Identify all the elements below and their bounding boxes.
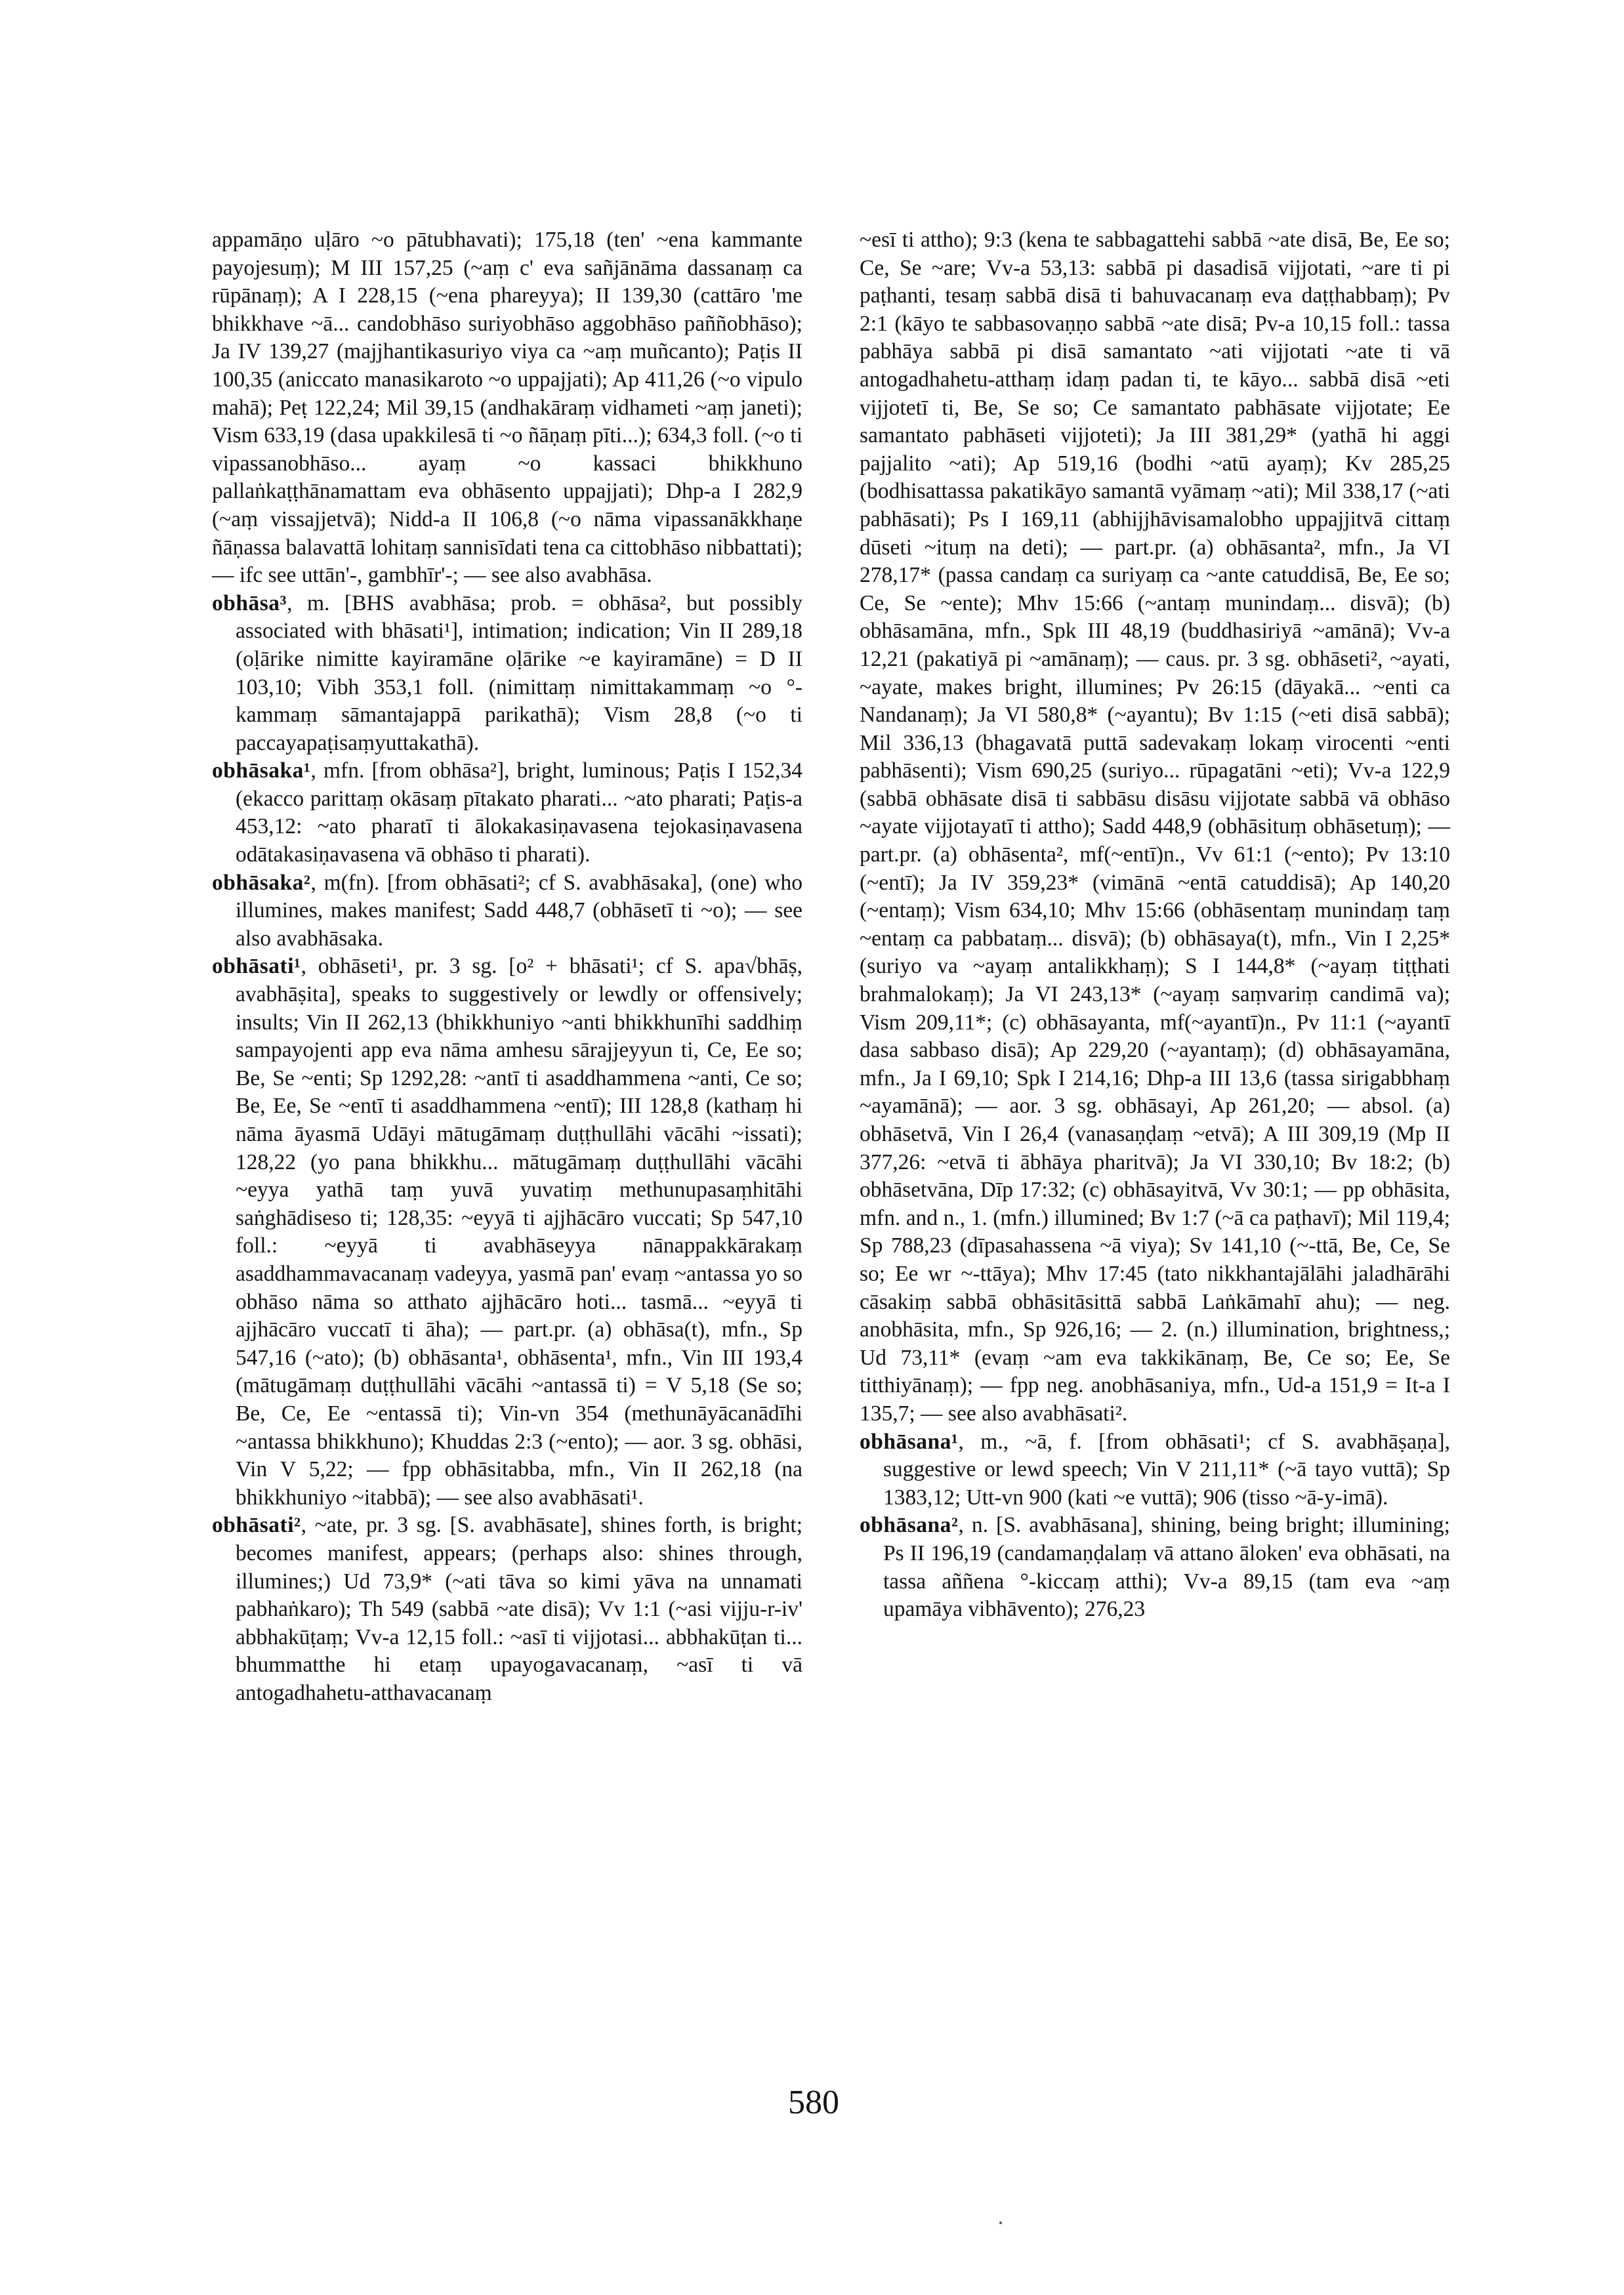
entry-body: ~esī ti attho); 9:3 (kena te sabbagattehi sabbā ~ate disā, Be, Ee so; Ce, Se ~are; Vv-a 53,13: sabbā pi dasadisā vijjotati, ~are ti pi paṭhanti, tesaṃ sabbā disā ti bahuvacanaṃ eva daṭṭhabbaṃ); Pv 2:1 (kāyo te sabbasovaṇṇo sabbā ~ate disā; Pv-a 10,15 foll.: tassa pabhāya sabbā pi disā samantato ~ati vijjotati ~ate ti vā antogadhahetu-atthaṃ idaṃ padan ti, te kāyo... sabbā disā ~eti vijjotetī ti, Be, Se so; Ce samantato pabhāsate vijjotate; Ee samantato pabhāseti vijjoteti); Ja III 381,29* (yathā hi aggi pajjalito ~ati); Ap 519,16 (bodhi ~atū ayaṃ); Kv 285,25 (bodhisattassa pakatikāyo samantā vyāmaṃ ~ati); Mil 338,17 (~ati pabhāsati); Ps I 169,11 (abhijjhāvisamalobho uppajjitvā cittaṃ dūseti ~ituṃ na deti); — part.pr. (a) obhāsanta², mfn., Ja VI 278,17* (passa candaṃ ca suriyaṃ ca ~ante catuddisā, Be, Ee so; Ce, Se ~ente); Mhv 15:66 (~antaṃ munindaṃ... disvā); (b) obhāsamāna, mfn., Spk III 48,19 (buddhasiriyā ~amānā); Vv-a 12,21 (pakatiyā pi ~amānaṃ); — caus. pr. 3 sg. obhāseti², ~ayati, ~ayate, makes bright, illumines; Pv 26:15 (dāyakā... ~enti ca Nandanaṃ); Ja VI 580,8* (~ayantu); Bv 1:15 (~eti disā sabbā); Mil 336,13 (bhagavatā puttā sadevakaṃ lokaṃ virocenti ~enti pabhāsenti); Vism 690,25 (suriyo... rūpagatāni ~eti); Vv-a 122,9 (sabbā obhāsate disā ti sabbāsu disāsu vijjotate sabbā vā obhāso ~ayate vijjotayatī ti attho); Sadd 448,9 (obhāsituṃ obhāsetuṃ); — part.pr. (a) obhāsenta², mf(~entī)n., Vv 61:1 (~ento); Pv 13:10 (~entī); Ja IV 359,23* (vimānā ~entā catuddisā); Ap 140,20 (~entaṃ); Vism 634,10; Mhv 15:66 (obhāsentaṃ munindaṃ taṃ ~entaṃ ca pabbataṃ... disvā); (b) obhāsaya(t), mfn., Vin I 2,25* (suriyo va ~ayaṃ antalikkhaṃ); S I 144,8* (~ayaṃ tiṭṭhati brahmalokaṃ); Ja VI 243,13* (~ayaṃ saṃvariṃ candimā va); Vism 209,11*; (c) obhāsayanta, mf(~ayantī)n., Pv 11:1 (~ayantī dasa sabbaso disā); Ap 229,20 (~ayantaṃ); (d) obhāsayamāna, mfn., Ja I 69,10; Spk I 214,16; Dhp-a III 13,6 (tassa sirigabbhaṃ ~ayamānā); — aor. 3 sg. obhāsayi, Ap 261,20; — absol. (a) obhāsetvā, Vin I 26,4 (vanasaṇḍaṃ ~etvā); A III 309,19 (Mp II 377,26: ~etvā ti ābhāya pharitvā); Ja VI 330,10; Bv 18:2; (b) obhāsetvāna, Dīp 17:32; (c) obhāsayitvā, Vv 30:1; — pp obhāsita, mfn. and n., 1. (mfn.) illumined; Bv 1:7 (~ā ca paṭhavī); Mil 119,4; Sp 788,23 (dīpasahassena ~ā viya); Sv 141,10 (~-ttā, Be, Ce, Se so; Ee wr ~-ttāya); Mhv 17:45 (tato nikkhantajālāhi jaladhārāhi cāsakiṃ sabbā obhāsitāsittā sabbā Laṅkāmahī ahu); — neg. anobhāsita, mfn., Sp 926,16; — 2. (n.) illumination, brightness,; Ud 73,11* (evaṃ ~am eva takkikānaṃ, Be, Ce so; Ee, Se titthiyānaṃ); — fpp neg. anobhāsaniya, mfn., Ud-a 151,9 = It-a I 135,7; — see also avabhāsati². bbox=[860, 228, 1450, 1426]
entry-continued-obhasa2 bbox=[212, 226, 802, 590]
entry-obhasati2 bbox=[212, 1512, 802, 1707]
right-column bbox=[860, 226, 1450, 1624]
entry-obhasaka1 bbox=[212, 757, 802, 869]
entry-body: , mfn. [from obhāsa²], bright, luminous; Paṭis I 152,34 (ekacco parittaṃ okāsaṃ pītakato pharati... ~ato pharati; Paṭis-a 453,12: ~ato pharatī ti ālokakasiṇavasena tejokasiṇavasena odātakasiṇavasena vā obhāso ti pharati). bbox=[236, 758, 802, 867]
entry-headword: obhāsana¹ bbox=[860, 1429, 959, 1454]
entry-body: , m. [BHS avabhāsa; prob. = obhāsa², but possibly associated with bhāsati¹], intimation; indication; Vin II 289,18 (oḷārike nimitte kayiramāne oḷārike ~e kayiramāne) = D II 103,10; Vibh 353,1 foll. (nimittaṃ nimittakammaṃ ~o °-kammaṃ sāmantajappā parikathā); Vism 28,8 (~o ti paccayapaṭisaṃyuttakathā). bbox=[236, 590, 802, 755]
page-number: 580 bbox=[788, 2084, 839, 2121]
entry-headword: obhāsana² bbox=[860, 1513, 959, 1538]
entry-continued-obhasati2 bbox=[860, 226, 1450, 1428]
entry-body: , ~ate, pr. 3 sg. [S. avabhāsate], shines forth, is bright; becomes manifest, appears; (perhaps also: shines through, illumines;) Ud 73,9* (~ati tāva so kimi yāva na unnamati pabhaṅkaro); Th 549 (sabbā ~ate disā); Vv 1:1 (~asi vijju-r-iv' abbhakūṭaṃ; Vv-a 12,15 foll.: ~asī ti vijjotasi... abbhakūṭan ti... bhummatthe hi etaṃ upayogavacanaṃ, ~asī ti vā antogadhahetu-atthavacanaṃ bbox=[236, 1513, 802, 1705]
entry-body: , obhāseti¹, pr. 3 sg. [o² + bhāsati¹; cf S. apa√bhāṣ, avabhāṣita], speaks to suggestively or lewdly or offensively; insults; Vin II 262,13 (bhikkhuniyo ~anti bhikkhunīhi saddhiṃ sampayojenti app eva nāma amhesu sārajjeyyun ti, Ce, Ee so; Be, Se ~enti; Sp 1292,28: ~antī ti asaddhammena ~anti, Ce so; Be, Ee, Se ~entī ti asaddhammena ~entī); III 128,8 (kathaṃ hi nāma āyasmā Udāyi mātugāmaṃ duṭṭhullāhi vācāhi ~issati); 128,22 (yo pana bhikkhu... mātugāmaṃ duṭṭhullāhi vācāhi ~eyya yathā taṃ yuvā yuvatiṃ methunupasaṃhitāhi saṅghādiseso ti; 128,35: ~eyyā ti ajjhācāro vuccati; Sp 547,10 foll.: ~eyyā ti avabhāseyya nānappakkārakaṃ asaddhammavacanaṃ vadeyya, yasmā pan' evaṃ ~antassa yo so obhāso nāma so atthato ajjhācāro hoti... tasmā... ~eyyā ti ajjhācāro vuccatī ti āha); — part.pr. (a) obhāsa(t), mfn., Sp 547,16 (~ato); (b) obhāsanta¹, obhāsenta¹, mfn., Vin III 193,4 (mātugāmaṃ duṭṭhullāhi vācāhi ~antassā ti) = V 5,18 (Se so; Be, Ce, Ee ~entassā ti); Vin-vn 354 (methunāyācanādīhi ~antassa bhikkhuno); Khuddas 2:3 (~ento); — aor. 3 sg. obhāsi, Vin V 5,22; — fpp obhāsitabba, mfn., Vin II 262,18 (na bhikkhuniyo ~itabbā); — see also avabhāsati¹. bbox=[236, 954, 802, 1510]
entry-headword: obhāsa³ bbox=[212, 590, 287, 615]
entry-headword: obhāsaka¹ bbox=[212, 758, 311, 783]
entry-obhasana2 bbox=[860, 1512, 1450, 1623]
scan-speck bbox=[999, 2222, 1002, 2224]
entry-body: , m(fn). [from obhāsati²; cf S. avabhāsaka], (one) who illumines, makes manifest; Sadd 448,7 (obhāsetī ti ~o); — see also avabhāsaka. bbox=[236, 870, 802, 951]
entry-headword: obhāsaka² bbox=[212, 870, 311, 895]
entry-headword: obhāsati¹ bbox=[212, 954, 301, 979]
entry-headword: obhāsati² bbox=[212, 1513, 301, 1538]
left-column bbox=[212, 226, 802, 1707]
entry-body: , m., ~ā, f. [from obhāsati¹; cf S. avabhāṣaṇa], suggestive or lewd speech; Vin V 211,11* (~ā tayo vuttā); Sp 1383,12; Utt-vn 900 (kati ~e vuttā); 906 (tisso ~ā-y-imā). bbox=[883, 1429, 1450, 1510]
entry-obhasa3 bbox=[212, 590, 802, 758]
entry-body: appamāṇo uḷāro ~o pātubhavati); 175,18 (ten' ~ena kammante payojesuṃ); M III 157,25 (~aṃ c' eva sañjānāma dassanaṃ ca rūpānaṃ); A I 228,15 (~ena phareyya); II 139,30 (cattāro 'me bhikkhave ~ā... candobhāso suriyobhāso aggobhāso paññobhāso); Ja IV 139,27 (majjhantikasuriyo viya ca ~aṃ muñcanto); Paṭis II 100,35 (aniccato manasikaroto ~o uppajjati); Ap 411,26 (~o vipulo mahā); Peṭ 122,24; Mil 39,15 (andhakāraṃ vidhameti ~aṃ janeti); Vism 633,19 (dasa upakkilesā ti ~o ñāṇaṃ pīti...); 634,3 foll. (~o ti vipassanobhāso... ayaṃ ~o kassaci bhikkhuno pallaṅkaṭṭhānamattam eva obhāsento uppajjati); Dhp-a I 282,9 (~aṃ vissajjetvā); Nidd-a II 106,8 (~o nāma vipassanākkhaṇe ñāṇassa balavattā lohitaṃ sannisīdati tena ca cittobhāso nibbattati); — ifc see uttān'-, gambhīr'-; — see also avabhāsa. bbox=[212, 228, 802, 588]
entry-body: , n. [S. avabhāsana], shining, being bright; illumining; Ps II 196,19 (candamaṇḍalaṃ vā attano āloken' eva obhāsati, na tassa aññena °-kiccaṃ atthi); Vv-a 89,15 (tam eva ~aṃ upamāya vibhāvento); 276,23 bbox=[883, 1513, 1450, 1622]
entry-obhasana1 bbox=[860, 1428, 1450, 1512]
entry-obhasati1 bbox=[212, 953, 802, 1512]
entry-obhasaka2 bbox=[212, 869, 802, 953]
